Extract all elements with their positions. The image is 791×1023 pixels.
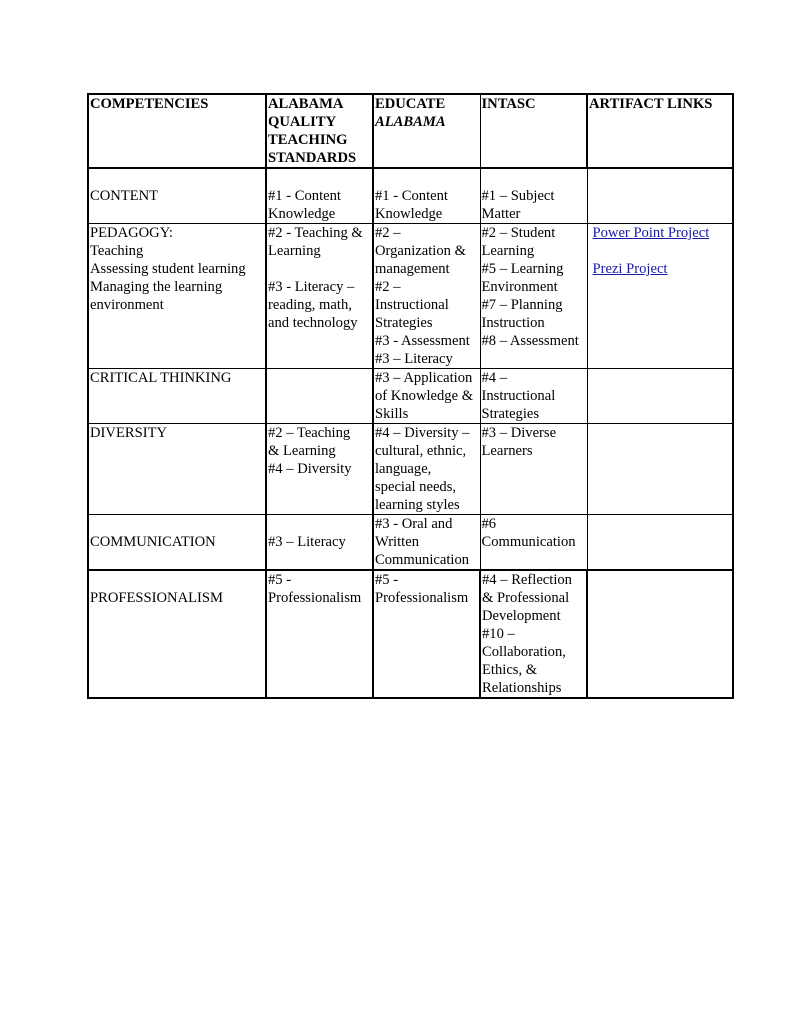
pedagogy-row (88, 224, 733, 369)
content-intasc: #1 – Subject Matter (480, 168, 587, 224)
header-alabama-standards: ALABAMA QUALITY TEACHING STANDARDS (266, 94, 373, 168)
prezi-project-link[interactable]: Prezi Project (592, 261, 668, 277)
professionalism-artifact (587, 570, 733, 698)
critical-intasc: #4 – Instructional Strategies (480, 369, 587, 424)
pedagogy-artifact (587, 224, 733, 369)
diversity-artifact (587, 424, 733, 515)
professionalism-intasc: #4 – Reflection & Professional Development #10 – Collaboration, Ethics, & Relationships (480, 570, 587, 698)
professionalism-alabama: #5 - Professionalism (266, 570, 373, 698)
diversity-intasc: #3 – Diverse Learners (480, 424, 587, 515)
power-point-project-link[interactable]: Power Point Project (592, 225, 710, 241)
communication-label: COMMUNICATION (88, 515, 266, 571)
header-row (88, 94, 733, 168)
professionalism-label: PROFESSIONALISM (88, 570, 266, 698)
critical-label: CRITICAL THINKING (88, 369, 266, 424)
content-artifact (587, 168, 733, 224)
diversity-alabama: #2 – Teaching & Learning #4 – Diversity (266, 424, 373, 515)
critical-artifact (587, 369, 733, 424)
header-educate-alabama: EDUCATE ALABAMA (373, 94, 480, 168)
competencies-table (87, 93, 734, 699)
communication-artifact (587, 515, 733, 571)
critical-thinking-row (88, 369, 733, 424)
diversity-label: DIVERSITY (88, 424, 266, 515)
critical-alabama (266, 369, 373, 424)
communication-intasc: #6 Communication (480, 515, 587, 571)
professionalism-educate: #5 - Professionalism (373, 570, 480, 698)
content-alabama: #1 - Content Knowledge (266, 168, 373, 224)
header-artifact-links: ARTIFACT LINKS (587, 94, 733, 168)
header-competencies: COMPETENCIES (88, 94, 266, 168)
communication-row (88, 515, 733, 571)
content-row (88, 168, 733, 224)
content-educate: #1 - Content Knowledge (373, 168, 480, 224)
critical-educate: #3 – Application of Knowledge & Skills (373, 369, 480, 424)
pedagogy-educate: #2 – Organization & management #2 – Instructional Strategies #3 - Assessment #3 – Literacy (373, 224, 480, 369)
communication-educate: #3 - Oral and Written Communication (373, 515, 480, 571)
pedagogy-alabama: #2 - Teaching & Learning #3 - Literacy – reading, math, and technology (266, 224, 373, 369)
pedagogy-label: PEDAGOGY: Teaching Assessing student learning Managing the learning environment (88, 224, 266, 369)
pedagogy-intasc: #2 – Student Learning #5 – Learning Environment #7 – Planning Instruction #8 – Assessment (480, 224, 587, 369)
header-intasc: INTASC (480, 94, 587, 168)
diversity-educate: #4 – Diversity – cultural, ethnic, language, special needs, learning styles (373, 424, 480, 515)
diversity-row (88, 424, 733, 515)
content-label: CONTENT (88, 168, 266, 224)
communication-alabama: #3 – Literacy (266, 515, 373, 571)
professionalism-row (88, 570, 733, 698)
